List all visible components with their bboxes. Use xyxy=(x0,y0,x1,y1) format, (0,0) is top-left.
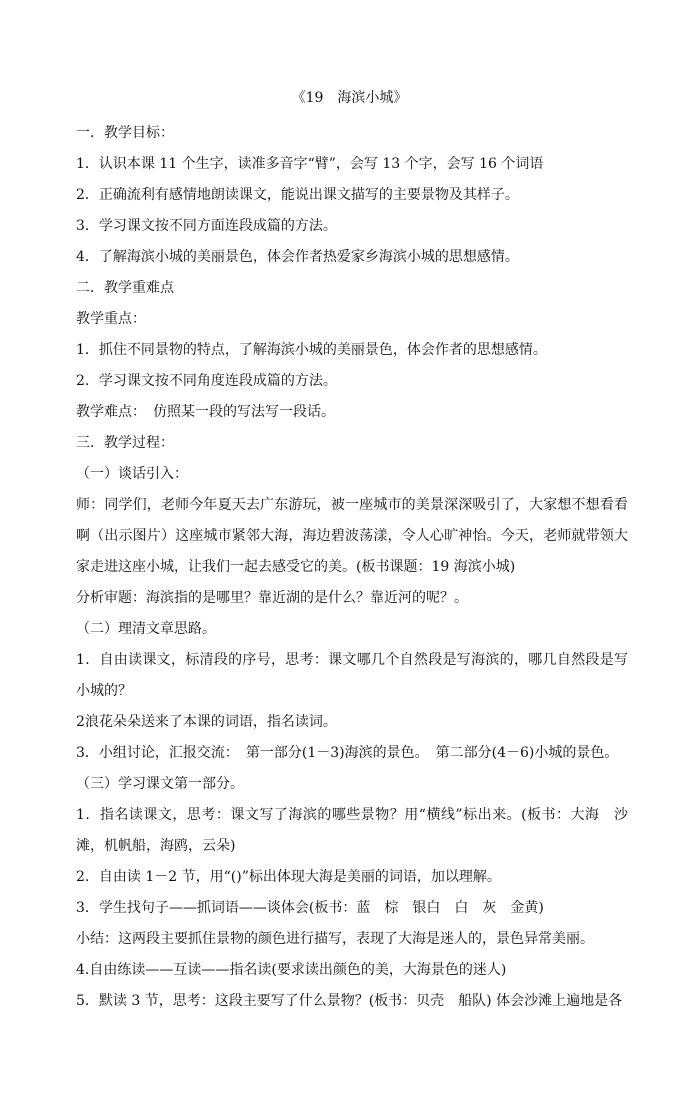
structure-item-3: 3．小组讨论，汇报交流： 第一部分(1－3)海滨的景色。 第二部分(4－6)小城的景色。 xyxy=(76,745,619,761)
key-point-item-1: 1．抓住不同景物的特点，了解海滨小城的美丽景色，体会作者的思想感情。 xyxy=(76,342,547,358)
part-one-item-4: 4.自由练读——互读——指名读(要求读出颜色的美，大海景色的迷人) xyxy=(76,962,507,978)
section-heading-process: 三．教学过程： xyxy=(76,435,174,451)
part-one-item-2: 2．自由读 1－2 节，用“()”标出体现大海是美丽的词语，加以理解。 xyxy=(76,869,501,885)
part-one-item-3: 3．学生找句子——抓词语——谈体会(板书：蓝 棕 银白 白 灰 金黄) xyxy=(76,900,544,916)
step-heading-structure: （二）理清文章思路。 xyxy=(76,621,216,637)
step-heading-intro: （一）谈话引入： xyxy=(76,466,188,482)
document-title: 《19 海滨小城》 xyxy=(291,90,408,106)
objective-item-2: 2．正确流利有感情地朗读课文，能说出课文描写的主要景物及其样子。 xyxy=(76,187,519,203)
section-heading-key-points: 二．教学重难点 xyxy=(76,280,174,296)
structure-item-1: 1．自由读课文，标清段的序号，思考：课文哪几个自然段是写海滨的，哪几自然段是写小城的？ xyxy=(76,652,628,699)
objective-item-1: 1．认识本课 11 个生字，读准多音字“臂”，会写 13 个字，会写 16 个词语 xyxy=(76,156,544,172)
document-body xyxy=(76,118,628,1017)
key-point-item-2: 2．学习课文按不同角度连段成篇的方法。 xyxy=(76,373,337,389)
intro-paragraph: 师：同学们，老师今年夏天去广东游玩，被一座城市的美景深深吸引了，大家想不想看看啊（出示图片）这座城市紧邻大海，海边碧波荡漾，令人心旷神怡。今天，老师就带领大家走进这座小城，让我们一起去感受它的美。(板书课题：19 海滨小城) xyxy=(76,497,628,575)
difficulty-point: 教学难点： 仿照某一段的写法写一段话。 xyxy=(76,404,335,420)
topic-analysis: 分析审题：海滨指的是哪里？靠近湖的是什么？靠近河的呢？。 xyxy=(76,590,468,606)
part-one-item-5: 5．默读 3 节，思考：这段主要写了什么景物？(板书：贝壳 船队) 体会沙滩上遍地是各 xyxy=(76,993,623,1009)
step-heading-part-one: （三）学习课文第一部分。 xyxy=(76,776,244,792)
objective-item-3: 3．学习课文按不同方面连段成篇的方法。 xyxy=(76,218,337,234)
part-one-item-1: 1．指名读课文，思考：课文写了海滨的哪些景物？用“横线”标出来。(板书：大海 沙滩，机帆船，海鸥，云朵) xyxy=(76,807,628,854)
part-one-summary: 小结：这两段主要抓住景物的颜色进行描写，表现了大海是迷人的，景色异常美丽。 xyxy=(76,931,594,947)
structure-item-2: 2浪花朵朵送来了本课的词语，指名读词。 xyxy=(76,714,337,730)
subheading-key-points: 教学重点： xyxy=(76,311,146,327)
section-heading-objectives: 一．教学目标： xyxy=(76,125,174,141)
objective-item-4: 4．了解海滨小城的美丽景色，体会作者热爱家乡海滨小城的思想感情。 xyxy=(76,249,519,265)
